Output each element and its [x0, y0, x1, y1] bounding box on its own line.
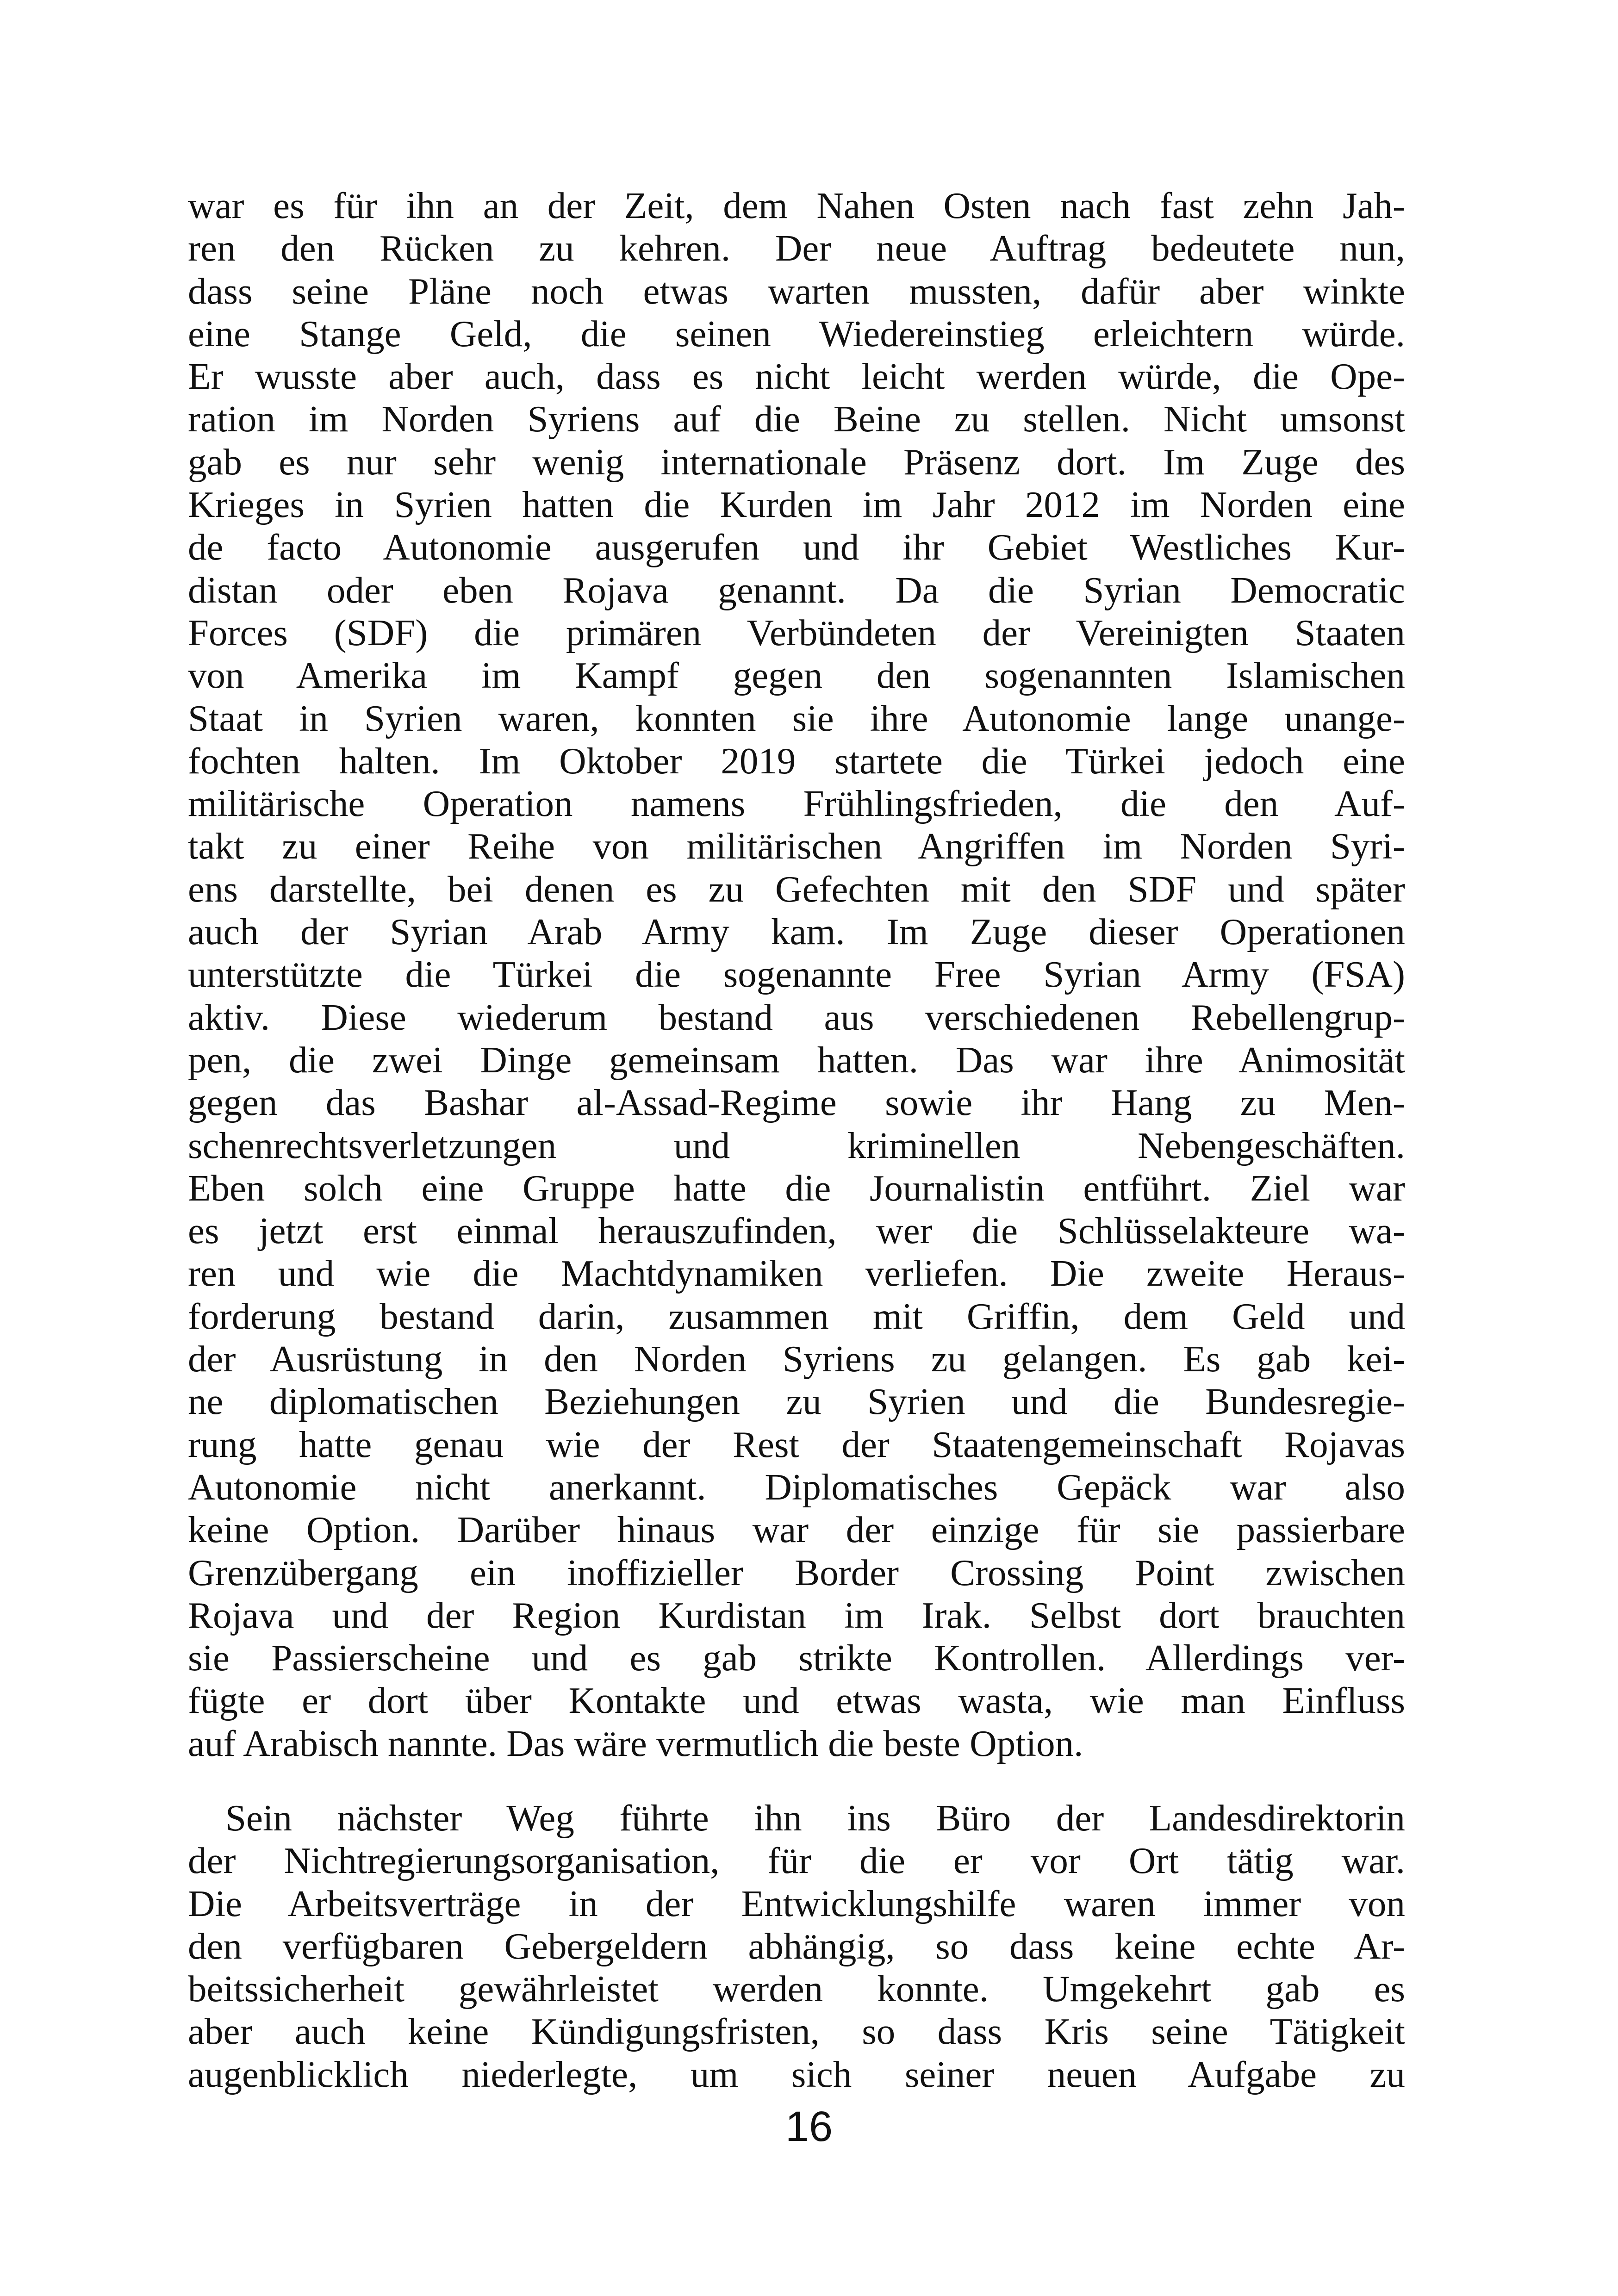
text-line: ration im Norden Syriens auf die Beine zu stellen. Nicht umsonst: [188, 398, 1405, 440]
text-line: augenblicklich niederlegte, um sich seiner neuen Aufgabe zu: [188, 2053, 1405, 2095]
text-line: Grenzübergang ein inoffizieller Border Crossing Point zwischen: [188, 1551, 1405, 1593]
text-line: war es für ihn an der Zeit, dem Nahen Osten nach fast zehn Jah-: [188, 185, 1405, 226]
text-line: eine Stange Geld, die seinen Wiedereinstieg erleichtern würde.: [188, 312, 1405, 355]
text-line: militärische Operation namens Frühlingsfrieden, die den Auf-: [188, 783, 1405, 825]
text-line: takt zu einer Reihe von militärischen Angriffen im Norden Syri-: [188, 825, 1405, 867]
text-line: der Nichtregierungsorganisation, für die er vor Ort tätig war.: [188, 1840, 1405, 1882]
text-line: Eben solch eine Gruppe hatte die Journalistin entführt. Ziel war: [188, 1167, 1405, 1209]
text-line: schenrechtsverletzungen und kriminellen Nebengeschäften.: [188, 1124, 1405, 1166]
text-line: forderung bestand darin, zusammen mit Griffin, dem Geld und: [188, 1295, 1405, 1337]
text-line: auf Arabisch nannte. Das wäre vermutlich die beste Option.: [188, 1722, 1083, 1764]
text-line: sie Passierscheine und es gab strikte Kontrollen. Allerdings ver-: [188, 1637, 1405, 1679]
text-line: Die Arbeitsverträge in der Entwicklungshilfe waren immer von: [188, 1882, 1405, 1924]
text-line: keine Option. Darüber hinaus war der einzige für sie passierbare: [188, 1509, 1405, 1551]
page-number: 16: [785, 2103, 833, 2150]
text-line: Krieges in Syrien hatten die Kurden im Jahr 2012 im Norden eine: [188, 484, 1405, 526]
text-line: Sein nächster Weg führte ihn ins Büro der Landesdirektorin: [225, 1797, 1405, 1839]
text-line: den verfügbaren Gebergeldern abhängig, so dass keine echte Ar-: [188, 1925, 1405, 1967]
text-line: Er wusste aber auch, dass es nicht leicht werden würde, die Ope-: [188, 355, 1405, 398]
text-line: fügte er dort über Kontakte und etwas wasta, wie man Einfluss: [188, 1680, 1405, 1722]
text-line: ens darstellte, bei denen es zu Gefechten mit den SDF und später: [188, 868, 1405, 910]
text-line: aber auch keine Kündigungsfristen, so dass Kris seine Tätigkeit: [188, 2010, 1405, 2053]
text-line: Autonomie nicht anerkannt. Diplomatisches Gepäck war also: [188, 1466, 1405, 1508]
text-line: unterstützte die Türkei die sogenannte Free Syrian Army (FSA): [188, 953, 1405, 996]
text-line: auch der Syrian Arab Army kam. Im Zuge dieser Operationen: [188, 911, 1405, 953]
text-line: der Ausrüstung in den Norden Syriens zu gelangen. Es gab kei-: [188, 1338, 1405, 1380]
text-line: Forces (SDF) die primären Verbündeten der Vereinigten Staaten: [188, 611, 1405, 653]
text-line: es jetzt erst einmal herauszufinden, wer die Schlüsselakteure wa-: [188, 1210, 1405, 1252]
text-line: Rojava und der Region Kurdistan im Irak. Selbst dort brauchten: [188, 1594, 1405, 1636]
text-line: fochten halten. Im Oktober 2019 startete die Türkei jedoch eine: [188, 740, 1405, 782]
text-line: ren den Rücken zu kehren. Der neue Auftrag bedeutete nun,: [188, 227, 1405, 269]
text-line: pen, die zwei Dinge gemeinsam hatten. Das war ihre Animosität: [188, 1039, 1405, 1081]
text-line: dass seine Pläne noch etwas warten mussten, dafür aber winkte: [188, 270, 1405, 312]
text-line: ne diplomatischen Beziehungen zu Syrien und die Bundesregie-: [188, 1381, 1405, 1423]
text-line: ren und wie die Machtdynamiken verliefen. Die zweite Heraus-: [188, 1252, 1405, 1294]
paragraph-1: [188, 184, 1405, 1765]
text-line: de facto Autonomie ausgerufen und ihr Gebiet Westliches Kur-: [188, 526, 1405, 568]
paragraph-2: [188, 1797, 1405, 2096]
text-line: beitssicherheit gewährleistet werden konnte. Umgekehrt gab es: [188, 1968, 1405, 2010]
text-line: gab es nur sehr wenig internationale Präsenz dort. Im Zuge des: [188, 441, 1405, 483]
text-line: Staat in Syrien waren, konnten sie ihre Autonomie lange unange-: [188, 697, 1405, 739]
text-line: rung hatte genau wie der Rest der Staatengemeinschaft Rojavas: [188, 1423, 1405, 1465]
text-line: von Amerika im Kampf gegen den sogenannten Islamischen: [188, 654, 1405, 697]
text-line: gegen das Bashar al-Assad-Regime sowie ihr Hang zu Men-: [188, 1082, 1405, 1124]
text-line: distan oder eben Rojava genannt. Da die Syrian Democratic: [188, 569, 1405, 611]
text-line: aktiv. Diese wiederum bestand aus verschiedenen Rebellengrup-: [188, 996, 1405, 1038]
